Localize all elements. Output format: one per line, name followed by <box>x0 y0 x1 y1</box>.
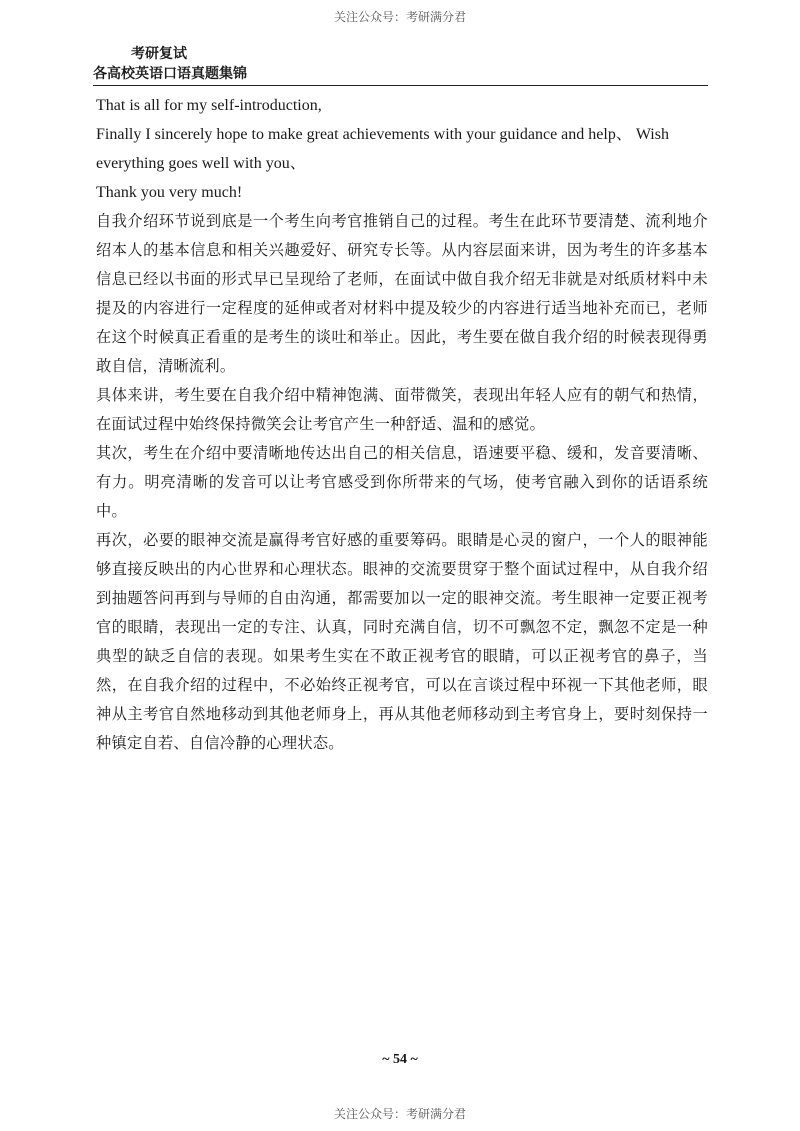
paragraph-eye-contact: 再次，必要的眼神交流是赢得考官好感的重要筹码。眼睛是心灵的窗户，一个人的眼神能够直接反映出的内心世界和心理状态。眼神的交流要贯穿于整个面试过程中，从自我介绍到抽题答问再到与导师的自由沟通，都需要加以一定的眼神交流。考生眼神一定要正视考官的眼睛，表现出一定的专注、认真，同时充满自信，切不可飘忽不定，飘忽不定是一种典型的缺乏自信的表现。如果考生实在不敢正视考官的眼睛，可以正视考官的鼻子，当然，在自我介绍的过程中，不必始终正视考官，可以在言谈过程中环视一下其他老师，眼神从主考官自然地移动到其他老师身上，再从其他老师移动到主考官身上，要时刻保持一种镇定自若、自信冷静的心理状态。 <box>96 531 708 752</box>
paragraph-delivery: 其次，考生在介绍中要清晰地传达出自己的相关信息，语速要平稳、缓和，发音要清晰、有力。明亮清晰的发音可以让考官感受到你所带来的气场，使考官融入到你的话语系统中。 <box>96 444 708 520</box>
header-subtitle: 考研复试 <box>131 46 187 62</box>
paragraph-specifics: 具体来讲，考生要在自我介绍中精神饱满、面带微笑，表现出年轻人应有的朝气和热情，在面试过程中始终保持微笑会让考官产生一种舒适、温和的感觉。 <box>96 386 708 433</box>
header-title: 各高校英语口语真题集锦 <box>93 66 247 82</box>
paragraph-closing: That is all for my self-introduction, <box>96 97 322 114</box>
header-divider <box>93 85 708 86</box>
paragraph-wish: Finally I sincerely hope to make great achievements with your guidance and help、 Wish everything goes well with you、 <box>96 126 669 172</box>
watermark-bottom: 关注公众号：考研满分君 <box>333 1107 466 1121</box>
paragraph-intro-overview: 自我介绍环节说到底是一个考生向考官推销自己的过程。考生在此环节要清楚、流利地介绍本人的基本信息和相关兴趣爱好、研究专长等。从内容层面来讲，因为考生的许多基本信息已经以书面的形式早已呈现给了老师，在面试中做自我介绍无非就是对纸质材料中未提及的内容进行一定程度的延伸或者对材料中提及较少的内容进行适当地补充而已，老师在这个时候真正看重的是考生的谈吐和举止。因此，考生要在做自我介绍的时候表现得勇敢自信，清晰流利。 <box>96 212 708 375</box>
document-body <box>96 91 708 758</box>
watermark-top: 关注公众号：考研满分君 <box>333 10 466 24</box>
page-number: ~ 54 ~ <box>382 1052 418 1067</box>
paragraph-thanks: Thank you very much! <box>96 184 243 201</box>
page-header <box>93 44 708 86</box>
